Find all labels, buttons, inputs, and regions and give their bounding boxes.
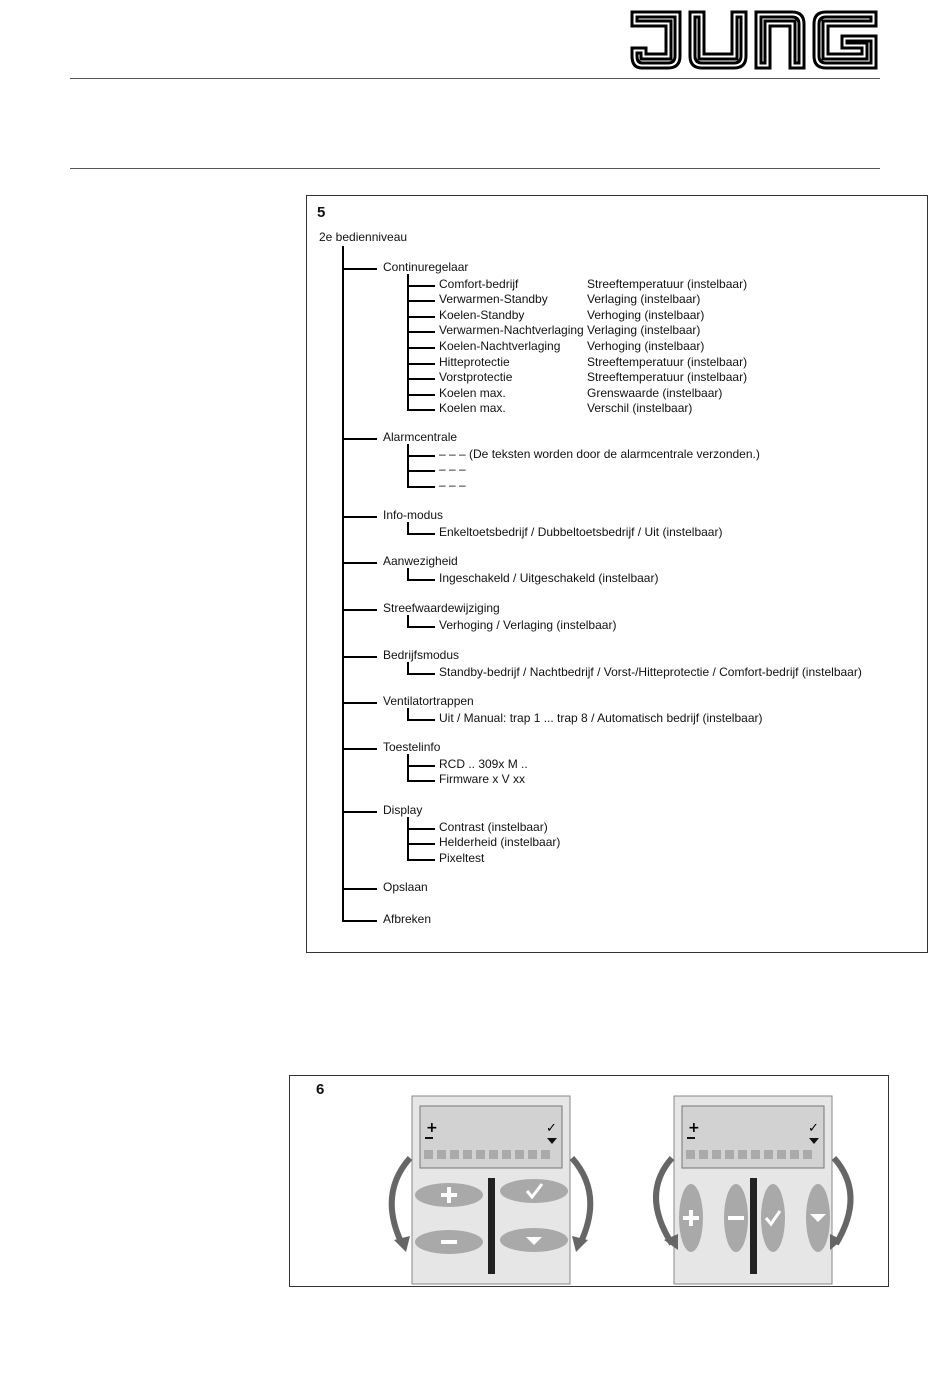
tree-child-line (407, 394, 435, 396)
tree-child-trunk (407, 817, 409, 861)
tree-child-line (407, 455, 435, 457)
tree-item-label: Koelen max. (439, 385, 506, 400)
tree-item-value: Verschil (instelbaar) (587, 401, 693, 416)
tree-child-line (407, 331, 435, 333)
tree-branch-line (342, 516, 377, 518)
tree-section-label: Info-modus (383, 508, 444, 522)
tree-branch-line (342, 438, 377, 440)
tree-item-label: Uit / Manual: trap 1 ... trap 8 / Automatisch bedrijf (instelbaar) (439, 710, 763, 725)
rotate-arrow-right (572, 1158, 590, 1244)
tree-child-trunk (407, 444, 409, 488)
tree-item-label: Ingeschakeld / Uitgeschakeld (instelbaar) (439, 570, 659, 585)
tree-item-value: Streeftemperatuur (instelbaar) (587, 276, 748, 291)
tree-item-label: Pixeltest (439, 850, 485, 865)
tree-branch-line (342, 888, 377, 890)
figure-number: 6 (316, 1081, 325, 1098)
tree-child-line (407, 719, 435, 721)
tree-child-line (407, 828, 435, 830)
tree-item-label: Firmware x V xx (439, 772, 526, 787)
tree-child-line (407, 533, 435, 535)
tree-item-label: Comfort-bedrijf (439, 276, 519, 291)
tree-branch-line (342, 920, 377, 922)
rotate-arrow-left (392, 1158, 410, 1244)
figure-5-menu-tree (306, 195, 928, 953)
tree-child-line (407, 363, 435, 365)
device-horizontal-buttons (384, 1094, 604, 1286)
display-plus-icon: + (688, 1120, 700, 1136)
tree-item-value: Grenswaarde (instelbaar) (587, 385, 723, 400)
tree-item-value: Streeftemperatuur (instelbaar) (587, 370, 748, 385)
tree-item-label: Verhoging / Verlaging (instelbaar) (439, 617, 617, 632)
tree-section-label: Bedrijfsmodus (383, 648, 460, 662)
tree-branch-line (342, 656, 377, 658)
tree-child-line (407, 378, 435, 380)
tree-item-value: Verlaging (instelbaar) (587, 292, 701, 307)
tree-section-label: Ventilatortrappen (383, 694, 474, 708)
tree-child-line (407, 843, 435, 845)
display-check-icon: ✓ (808, 1121, 819, 1136)
display-check-icon: ✓ (546, 1121, 557, 1136)
tree-child-line (407, 486, 435, 488)
tree-item-label: Koelen-Nachtverlaging (439, 339, 561, 353)
tree-child-line (407, 626, 435, 628)
figure-number: 5 (317, 204, 326, 221)
tree-branch-line (342, 609, 377, 611)
device-vertical-buttons (646, 1094, 870, 1286)
tree-branch-line (342, 702, 377, 704)
tree-section-label: Continuregelaar (383, 260, 469, 274)
tree-child-line (407, 285, 435, 287)
tree-child-line (407, 579, 435, 581)
tree-item-label: Contrast (instelbaar) (439, 819, 548, 834)
tree-item-label: Helderheid (instelbaar) (439, 835, 561, 850)
header-rule-2 (70, 168, 880, 169)
tree-item-label: Hitteprotectie (439, 354, 510, 369)
tree-child-line (407, 409, 435, 411)
tree-item-label: Vorstprotectie (439, 370, 513, 385)
tree-section-label: Streefwaardewijziging (383, 601, 500, 615)
figure-6-device-illustration (289, 1075, 889, 1287)
tree-section-label: Afbreken (383, 912, 432, 926)
tree-child-trunk (407, 274, 409, 411)
display-plus-icon: + (426, 1120, 438, 1136)
tree-child-line (407, 780, 435, 782)
tree-item-label: – – – (De teksten worden door de alarmcentrale verzonden.) (439, 446, 760, 461)
tree-item-label: – – – (439, 462, 466, 477)
tree-section-label: Alarmcentrale (383, 430, 458, 444)
tree-child-line (407, 859, 435, 861)
tree-item-value: Verhoging (instelbaar) (587, 339, 705, 353)
tree-item-value: Verlaging (instelbaar) (587, 323, 701, 338)
jung-logo (628, 8, 880, 77)
tree-child-line (407, 765, 435, 767)
tree-item-label: Koelen max. (439, 401, 506, 416)
tree-child-line (407, 347, 435, 349)
tree-item-label: Verwarmen-Nachtverlaging (439, 323, 584, 338)
tree-branch-line (342, 748, 377, 750)
tree-branch-line (342, 268, 377, 270)
tree-section-label: Aanwezigheid (383, 554, 458, 568)
tree-child-line (407, 316, 435, 318)
rotate-arrow-right (834, 1158, 851, 1244)
tree-item-label: Enkeltoetsbedrijf / Dubbeltoetsbedrijf / Uit (instelbaar) (439, 524, 723, 539)
tree-item-value: Streeftemperatuur (instelbaar) (587, 354, 748, 369)
tree-child-line (407, 470, 435, 472)
tree-main-trunk (342, 246, 344, 922)
header-rule (70, 78, 880, 79)
tree-item-label: Standby-bedrijf / Nachtbedrijf / Vorst-/Hitteprotectie / Comfort-bedrijf (instelbaar) (439, 664, 862, 679)
tree-child-line (407, 673, 435, 675)
tree-item-value: Verhoging (instelbaar) (587, 307, 705, 322)
tree-section-label: Opslaan (383, 880, 428, 894)
tree-root-label: 2e bedienniveau (319, 230, 408, 244)
tree-item-label: Koelen-Standby (439, 307, 525, 322)
tree-item-label: Verwarmen-Standby (439, 292, 548, 307)
tree-branch-line (342, 811, 377, 813)
tree-item-label: RCD .. 309x M .. (439, 756, 528, 771)
tree-child-line (407, 300, 435, 302)
tree-branch-line (342, 562, 377, 564)
tree-section-label: Toestelinfo (383, 740, 441, 754)
tree-child-trunk (407, 754, 409, 782)
tree-section-label: Display (383, 803, 423, 817)
rotate-arrow-left (656, 1158, 672, 1244)
check-button[interactable] (500, 1179, 568, 1203)
check-button[interactable] (761, 1184, 785, 1252)
tree-item-label: – – – (439, 477, 466, 492)
